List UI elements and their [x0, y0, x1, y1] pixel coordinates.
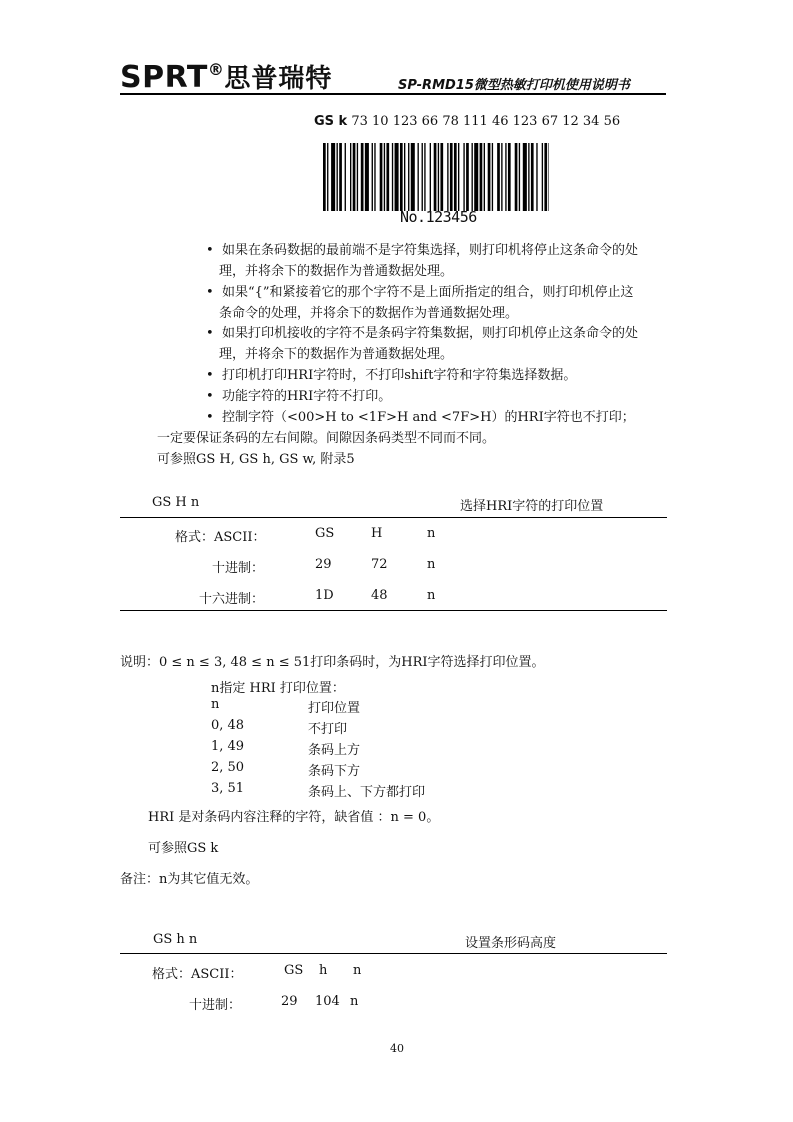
format-label: 格式：ASCII：	[152, 967, 243, 982]
barcode-bar	[466, 143, 469, 211]
bullet-item: • 打印机打印HRI字符时，不打印shift字符和字符集选择数据。	[206, 368, 577, 383]
bullet-item-cont: 理，并将余下的数据作为普通数据处理。	[219, 264, 454, 279]
bullet-item: • 如果在条码数据的最前端不是字符集选择，则打印机将停止这条命令的处	[206, 243, 638, 258]
barcode-bar	[450, 143, 453, 211]
barcode-bar	[395, 143, 399, 211]
format-cell: h	[319, 963, 328, 978]
decimal-cell: n	[350, 994, 359, 1009]
bullet-item: • 如果打印机接收的字符不是条码字符集数据，则打印机停止这条命令的处	[206, 326, 638, 341]
barcode-bar	[523, 143, 527, 211]
barcode-bar	[350, 143, 351, 211]
format-label: 格式：ASCII：	[175, 530, 266, 545]
barcode-bar	[323, 143, 326, 211]
barcode-bar	[519, 143, 520, 211]
barcode-bar	[384, 143, 385, 211]
table-rule-top	[120, 953, 667, 954]
barcode-bar	[404, 143, 405, 211]
command-name-gs-H: GS H n	[152, 495, 200, 510]
hex-cell: 1D	[315, 588, 334, 603]
barcode-bar	[434, 143, 437, 211]
barcode-bar	[365, 143, 369, 211]
barcode-bar	[339, 143, 342, 211]
format-cell: n	[427, 526, 436, 541]
registered-mark: ®	[207, 60, 225, 79]
format-cell: H	[371, 526, 383, 541]
barcode-bar	[488, 143, 491, 211]
brand-logo	[120, 58, 332, 95]
hri-table-pos: 条码下方	[308, 764, 361, 779]
barcode-bar	[392, 143, 393, 211]
command-desc-gs-h: 设置条形码高度	[465, 936, 557, 951]
logo-latin: SPRT	[120, 60, 208, 95]
barcode-bar	[508, 143, 511, 211]
see-also-gs-k: 可参照GS k	[148, 841, 219, 856]
command-desc-gs-H: 选择HRI字符的打印位置	[460, 499, 604, 514]
barcode-bar	[440, 143, 443, 211]
page-number: 40	[390, 1042, 404, 1055]
barcode-bar	[411, 143, 415, 211]
remark: 备注：n为其它值无效。	[120, 872, 259, 887]
barcode-bar	[458, 143, 459, 211]
decimal-cell: 104	[315, 994, 340, 1009]
barcode-bar	[337, 143, 338, 211]
barcode-bar	[472, 143, 473, 211]
hex-cell: n	[427, 588, 436, 603]
barcode-bar	[430, 143, 431, 211]
bullet-item: • 如果“{”和紧接着它的那个字符不是上面所指定的组合，则打印机停止这	[206, 285, 634, 300]
example-command-values: 73 10 123 66 78 111 46 123 67 12 34 56	[351, 114, 621, 129]
format-cell: GS	[284, 963, 304, 978]
example-command	[314, 114, 620, 129]
barcode-bar	[515, 143, 518, 211]
barcode-bar	[480, 143, 483, 211]
decimal-cell: 72	[371, 557, 388, 572]
decimal-cell: n	[427, 557, 436, 572]
barcode-bar	[505, 143, 506, 211]
bullet-item: • 控制字符（<00>H to <1F>H and <7F>H）的HRI字符也不打印；	[206, 410, 635, 425]
barcode-bar	[400, 143, 403, 211]
barcode-bar	[542, 143, 543, 211]
header-rule	[120, 93, 666, 95]
barcode-bar	[474, 143, 478, 211]
decimal-cell: 29	[281, 994, 298, 1009]
decimal-label: 十进制：	[189, 998, 242, 1013]
barcode-bar	[548, 143, 549, 211]
bullet-item: • 功能字符的HRI字符不打印。	[206, 389, 392, 404]
barcode-bar	[424, 143, 425, 211]
barcode-bar	[531, 143, 534, 211]
barcode-hri-text: No.123456	[400, 208, 477, 226]
barcode-bar	[492, 143, 493, 211]
command-name-gs-h: GS h n	[153, 932, 198, 947]
hri-table-pos: 条码上、下方都打印	[308, 785, 426, 800]
barcode-bar	[408, 143, 409, 211]
barcode-bar	[418, 143, 419, 211]
hri-position-intro: n指定 HRI 打印位置：	[211, 681, 345, 696]
barcode-bar	[447, 143, 448, 211]
document-title: SP-RMD15微型热敏打印机使用说明书	[398, 78, 630, 93]
hri-table-n: 3, 51	[211, 781, 245, 796]
margin-note: 一定要保证条码的左右间隙。间隙因条码类型不同而不同。	[157, 431, 496, 446]
barcode-bar	[374, 143, 375, 211]
hri-default-note: HRI 是对条码内容注释的字符，缺省值 ：n = 0。	[148, 810, 440, 825]
table-rule-bottom	[120, 610, 667, 611]
barcode-bar	[528, 143, 529, 211]
hri-table-pos: 条码上方	[308, 743, 361, 758]
barcode-bar	[454, 143, 457, 211]
hri-table-head-n: n	[211, 697, 220, 712]
barcode-bar	[345, 143, 346, 211]
barcode-image	[323, 143, 549, 211]
barcode-bar	[361, 143, 364, 211]
gs-H-explanation: 说明：0 ≤ n ≤ 3, 48 ≤ n ≤ 51打印条码时，为HRI字符选择打印位置。	[120, 655, 545, 670]
hri-table-head-pos: 打印位置	[308, 701, 361, 716]
barcode-bar	[386, 143, 389, 211]
hri-table-n: 1, 49	[211, 739, 245, 754]
hex-cell: 48	[371, 588, 388, 603]
logo-chinese: 思普瑞特	[224, 64, 333, 94]
barcode-bar	[357, 143, 358, 211]
hri-table-n: 0, 48	[211, 718, 245, 733]
barcode-bar	[327, 143, 328, 211]
barcode-bar	[536, 143, 537, 211]
hex-label: 十六进制：	[199, 592, 265, 607]
table-rule-top	[120, 517, 667, 518]
hri-table-pos: 不打印	[308, 722, 348, 737]
decimal-label: 十进制：	[212, 561, 265, 576]
barcode-bar	[353, 143, 356, 211]
barcode-bar	[422, 143, 423, 211]
example-command-name: GS k	[314, 114, 348, 129]
see-also-gsk: 可参照GS H, GS h, GS w, 附录5	[157, 452, 355, 467]
barcode-bar	[463, 143, 464, 211]
bullet-item-cont: 条命令的处理，并将余下的数据作为普通数据处理。	[219, 306, 519, 321]
format-cell: n	[353, 963, 362, 978]
barcode-bar	[372, 143, 373, 211]
hri-table-n: 2, 50	[211, 760, 245, 775]
barcode-bar	[438, 143, 439, 211]
barcode-bar	[484, 143, 485, 211]
bullet-item-cont: 理，并将余下的数据作为普通数据处理。	[219, 347, 454, 362]
format-cell: GS	[315, 526, 335, 541]
decimal-cell: 29	[315, 557, 332, 572]
barcode-bar	[380, 143, 383, 211]
barcode-bar	[501, 143, 502, 211]
barcode-bar	[331, 143, 335, 211]
barcode-bar	[497, 143, 500, 211]
barcode-bar	[544, 143, 547, 211]
